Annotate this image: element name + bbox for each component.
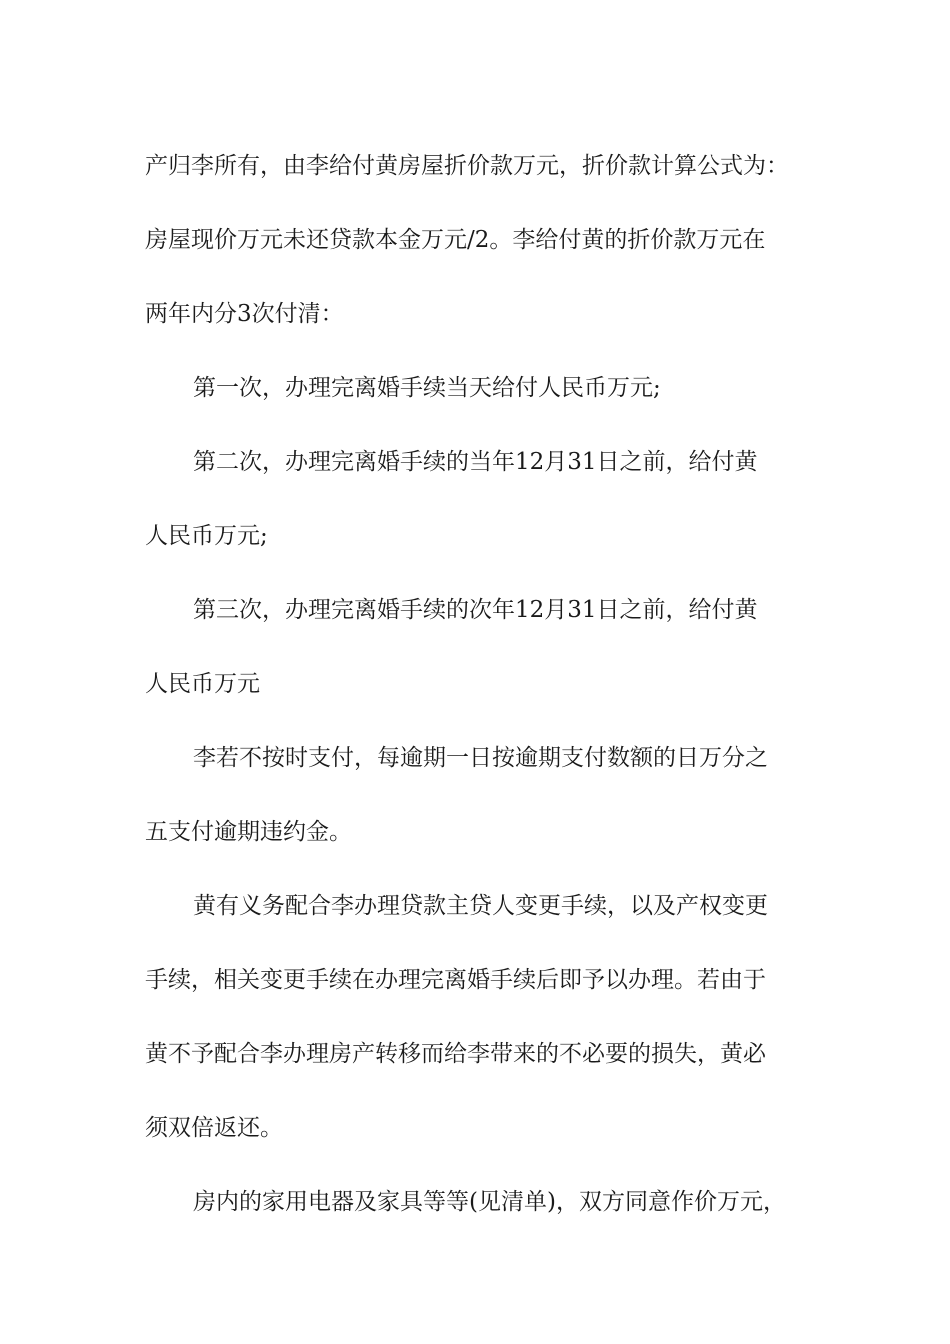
paragraph-first-line: 第三次，办理完离婚手续的次年12月31日之前，给付黄	[193, 597, 758, 623]
paragraph-first-line: 第一次，办理完离婚手续当天给付人民币万元;	[193, 375, 661, 401]
text-line: 黄不予配合李办理房产转移而给李带来的不必要的损失，黄必	[145, 1041, 766, 1067]
text-line: 产归李所有，由李给付黄房屋折价款万元，折价款计算公式为：	[145, 153, 789, 179]
paragraph-first-line: 房内的家用电器及家具等等(见清单)，双方同意作价万元，	[193, 1189, 786, 1215]
text-line: 人民币万元;	[145, 523, 268, 549]
text-line: 人民币万元	[145, 671, 260, 697]
text-line: 房屋现价万元未还贷款本金万元/2。李给付黄的折价款万元在	[145, 227, 766, 253]
text-line: 两年内分3次付清：	[145, 301, 344, 327]
paragraph-first-line: 黄有义务配合李办理贷款主贷人变更手续，以及产权变更	[193, 893, 768, 919]
paragraph-first-line: 李若不按时支付，每逾期一日按逾期支付数额的日万分之	[193, 745, 768, 771]
document-body	[145, 129, 825, 1239]
text-line: 须双倍返还。	[145, 1115, 283, 1141]
text-line: 手续，相关变更手续在办理完离婚手续后即予以办理。若由于	[145, 967, 766, 993]
paragraph-first-line: 第二次，办理完离婚手续的当年12月31日之前，给付黄	[193, 449, 758, 475]
text-line: 五支付逾期违约金。	[145, 819, 352, 845]
